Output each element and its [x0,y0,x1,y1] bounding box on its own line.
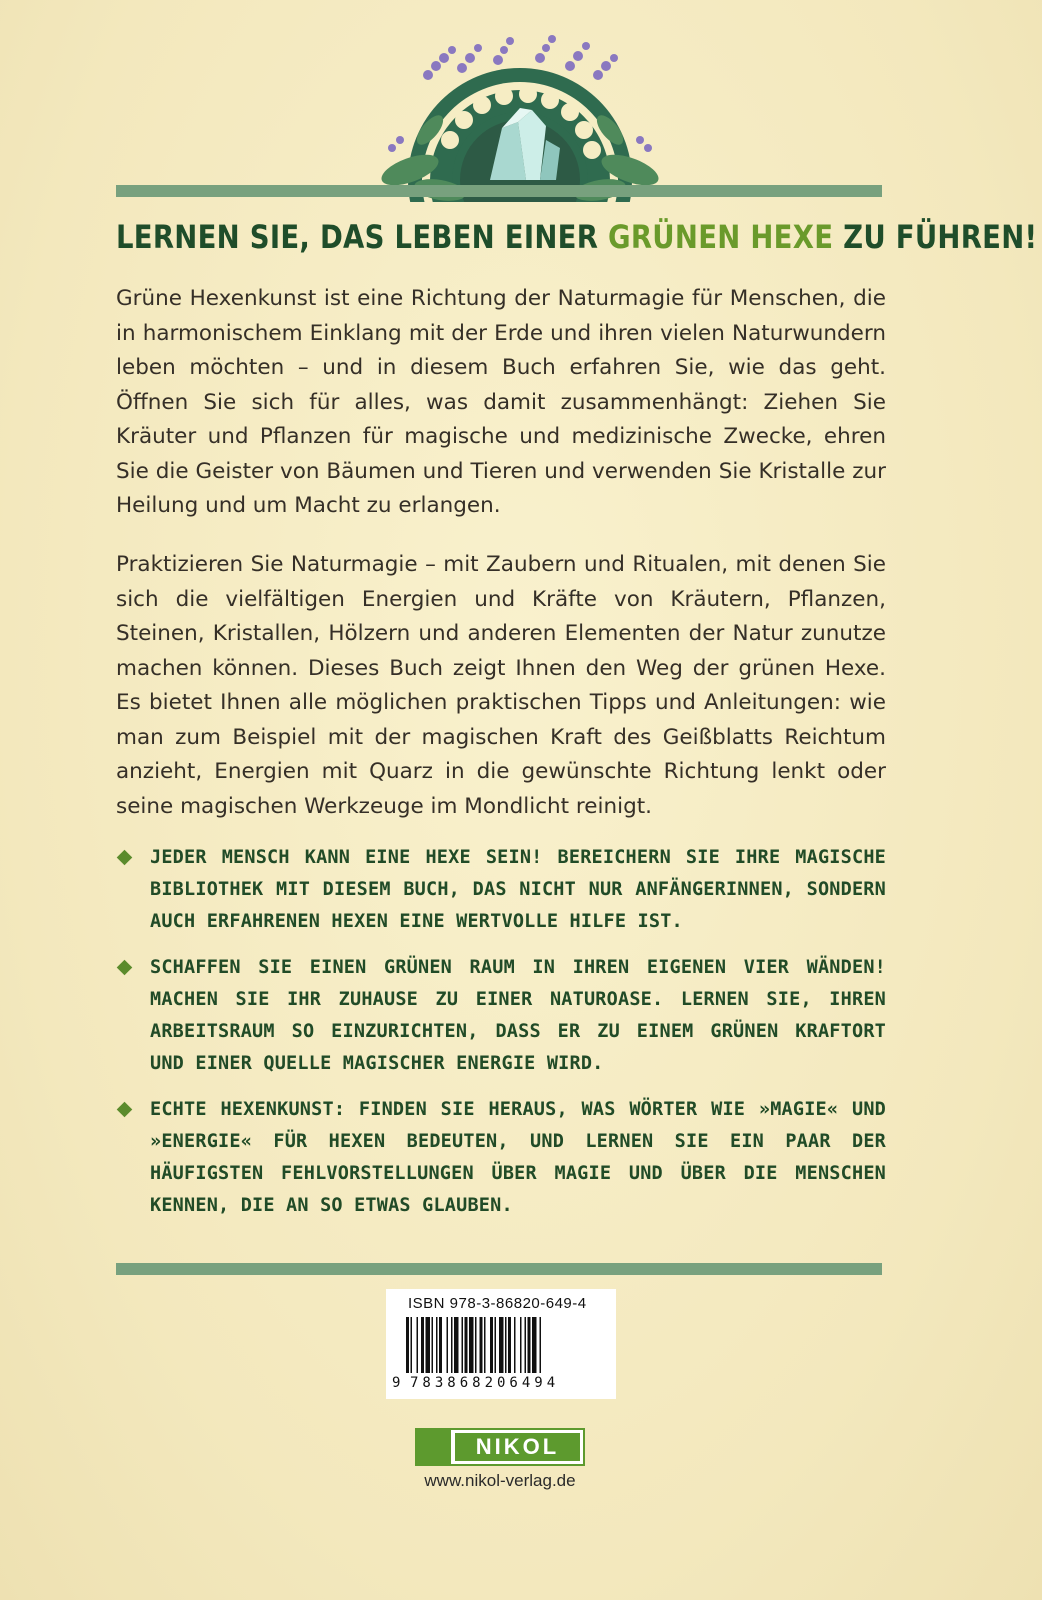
top-divider [116,185,882,197]
barcode-bar [451,1317,453,1373]
logo-text: NIKOL [455,1433,580,1461]
barcode-bar [465,1317,468,1373]
barcode-bar [417,1317,419,1373]
diamond-bullet-icon [117,960,133,976]
barcode-bar [528,1317,531,1373]
list-item-text: SCHAFFEN SIE EINEN GRÜNEN RAUM IN IHREN EIGENEN VIER WÄNDEN! MACHEN SIE IHR ZUHAUSE ZU EINER NATUROASE. LERNEN SIE, IHREN ARBEITSRAUM SO EINZURICHTEN, DASS ER ZU EINEM GRÜNEN KRAFTORT UND EINER QUELLE MAGISCHER ENERGIE WIRD. [150,957,886,1074]
barcode-bars-icon [406,1317,602,1377]
barcode-bar [475,1317,477,1373]
barcode-bar [480,1317,483,1373]
list-item [116,842,886,938]
crystal-herbs-emblem-icon [370,30,670,202]
publisher-url: www.nikol-verlag.de [424,1471,576,1490]
barcode-bar [490,1317,493,1373]
headline-highlight: GRÜNEN HEXE [608,218,834,256]
logo-square-icon [417,1430,451,1464]
barcode-bar [520,1317,522,1373]
barcode-bar [484,1317,486,1373]
isbn-barcode [386,1289,616,1399]
feature-list [116,842,886,1236]
headline-text-start: LERNEN SIE, DAS LEBEN EINER [116,218,609,256]
barcode-digits: 783868206494 [410,1375,560,1391]
barcode-bar [514,1317,516,1373]
list-item [116,952,886,1080]
barcode-bar [421,1317,424,1373]
barcode-bar [411,1317,413,1373]
barcode-first-digit: 9 [392,1375,401,1391]
barcode-bar [540,1317,542,1373]
barcode-bar [525,1317,527,1373]
list-item [116,1094,886,1222]
barcode-bar [406,1317,409,1373]
barcode-bar [439,1317,442,1373]
barcode-bar [505,1317,507,1373]
barcode-bar [469,1317,474,1373]
isbn-label: ISBN 978-3-86820-649-4 [408,1295,587,1312]
headline [116,218,1038,256]
barcode-bar [532,1317,537,1373]
headline-text-end: ZU FÜHREN! [833,218,1038,256]
barcode-bar [462,1317,464,1373]
list-item-text: ECHTE HEXENKUNST: FINDEN SIE HERAUS, WAS WÖRTER WIE »MAGIE« UND »ENERGIE« FÜR HEXEN BEDEUTEN, UND LERNEN SIE EIN PAAR DER HÄUFIGSTEN FEHLVORSTELLUNGEN ÜBER MAGIE UND ÜBER DIE MENSCHEN KENNEN, DIE AN SO ETWAS GLAUBEN. [150,1099,886,1216]
paragraph-intro: Grüne Hexenkunst ist eine Richtung der Naturmagie für Menschen, die in harmonischem Einklang mit der Erde und ihren vielen Naturwundern leben möchten – und in diesem Buch erfahren Sie, wie das geht. Öffnen Sie sich für alles, was damit zusammenhängt: Ziehen Sie Kräuter und Pflanzen für magische und medizinische Zwecke, ehren Sie die Geister von Bäumen und Tieren und verwenden Sie Kristalle zur Heilung und um Macht zu erlangen. [116,286,886,518]
barcode-bar [495,1317,497,1373]
list-item-text: JEDER MENSCH KANN EINE HEXE SEIN! BEREICHERN SIE IHRE MAGISCHE BIBLIOTHEK MIT DIESEM BUCH, DAS NICHT NUR ANFÄNGERINNEN, SONDERN AUCH ERFAHRENEN HEXEN EINE WERTVOLLE HILFE IST. [150,847,886,932]
barcode-bar [447,1317,449,1373]
publisher-logo [415,1428,585,1466]
barcode-bar [432,1317,434,1373]
paragraph-practice: Praktizieren Sie Naturmagie – mit Zaubern und Ritualen, mit denen Sie sich die vielfältigen Energien und Kräfte von Kräutern, Pflanzen, Steinen, Kristallen, Hölzern und anderen Elementen der Natur zunutze machen können. Dieses Buch zeigt Ihnen den Weg der grünen Hexe. Es bietet Ihnen alle möglichen praktischen Tipps und Anleitungen: wie man zum Beispiel mit der magischen Kraft des Geißblatts Reichtum anzieht, Energien mit Quarz in die gewünschte Richtung lenkt oder seine magischen Werkzeuge im Mondlicht reinigt. [116,552,886,819]
barcode-bar [436,1317,438,1373]
barcode-bar [454,1317,459,1373]
diamond-bullet-icon [117,850,133,866]
barcode-bar [508,1317,511,1373]
barcode-bar [426,1317,431,1373]
bottom-divider [116,1263,882,1275]
diamond-bullet-icon [117,1102,133,1118]
barcode-bar [499,1317,504,1373]
